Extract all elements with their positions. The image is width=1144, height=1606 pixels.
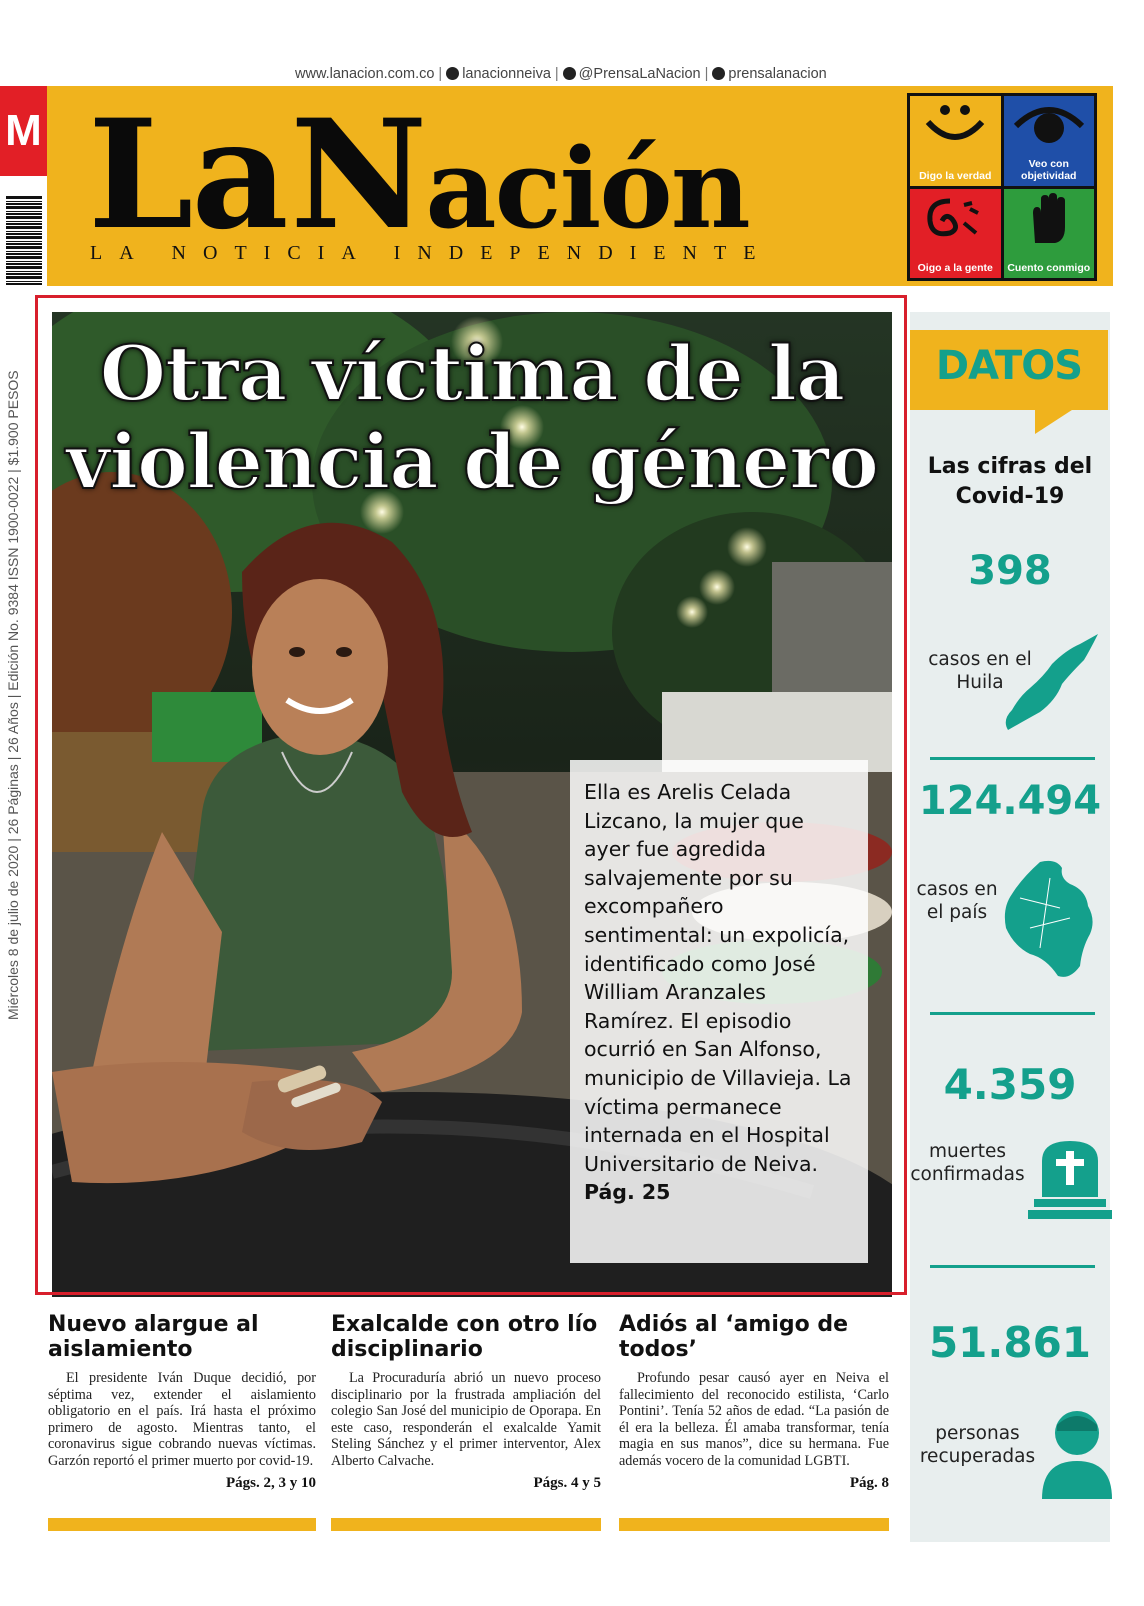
- value-count-on-me: [1004, 189, 1095, 279]
- logo-la: La: [88, 87, 287, 263]
- colombia-map-icon: [1000, 858, 1100, 983]
- story-title: Exalcalde con otro lío disciplinario: [331, 1312, 598, 1362]
- value-label: Digo la verdad: [919, 169, 992, 182]
- story-former-mayor[interactable]: [331, 1312, 601, 1492]
- story-underline: [619, 1518, 889, 1531]
- facebook-handle[interactable]: lanacionneiva: [462, 66, 551, 82]
- story-body: Profundo pesar causó ayer en Neiva el fallecimiento del reconocido estilista, ‘Carlo Pontini’. Tenía 52 años de edad. “La pasión de él era la belleza. Él amaba transformar, tenía magia en sus manos”, dice su hermana. Fue además vocero de la comunidad LGBTI.: [619, 1370, 889, 1469]
- twitter-icon: [563, 67, 576, 80]
- stat-deaths-value: 4.359: [943, 1060, 1077, 1109]
- datos-label: DATOS: [935, 343, 1083, 389]
- covid-heading: Las cifras del Covid-19: [927, 454, 1093, 509]
- main-headline[interactable]: [52, 330, 892, 506]
- stat-divider: [930, 1265, 1095, 1268]
- value-label: Oigo a la gente: [917, 262, 993, 274]
- huila-map-icon: [1000, 630, 1105, 735]
- story-title: Nuevo alargue al aislamiento: [48, 1312, 259, 1362]
- person-icon: [1040, 1405, 1115, 1500]
- stat-recovered-value: 51.861: [928, 1318, 1092, 1367]
- value-speak-truth: [910, 96, 1001, 186]
- stat-recovered-label: personas recuperadas: [919, 1423, 1036, 1467]
- photo-caption: [570, 760, 868, 1263]
- instagram-icon: [712, 67, 725, 80]
- logo-n: N: [290, 87, 426, 263]
- headline-line-1: Otra víctima de la: [99, 329, 845, 418]
- eye-icon: [1012, 100, 1086, 148]
- ear-icon: [920, 193, 990, 241]
- logo-acion: ación: [425, 124, 749, 253]
- story-pages[interactable]: Pág. 8: [849, 1474, 889, 1491]
- social-links-bar: www.lanacion.com.co | lanacionneiva | @PrensaLaNacion | prensalanacion: [295, 66, 827, 82]
- stat-huila-label: casos en el Huila: [928, 649, 1032, 693]
- stat-divider: [930, 1012, 1095, 1015]
- value-label: Cuento conmigo: [1007, 262, 1091, 274]
- values-grid: [907, 93, 1097, 281]
- facebook-icon: [446, 67, 459, 80]
- story-title: Adiós al ‘amigo de todos’: [619, 1312, 849, 1362]
- stat-huila-value: 398: [968, 548, 1052, 594]
- caption-page-ref[interactable]: Pág. 25: [584, 1180, 671, 1205]
- value-label: Veo con objetividad: [1021, 157, 1077, 182]
- stat-country-label: casos en el país: [916, 879, 998, 923]
- story-pages[interactable]: Págs. 4 y 5: [533, 1474, 601, 1491]
- story-body: El presidente Iván Duque decidió, por séptima vez, extender el aislamiento obligatorio en el país. Irá hasta el próximo primero de agosto. Mientras tanto, el coronavirus sigue cobrando nuevas víctimas. Garzón reportó el primer muerto por covid-19.: [48, 1370, 316, 1469]
- tombstone-icon: [1028, 1135, 1113, 1220]
- headline-line-2: violencia de género: [66, 417, 878, 506]
- value-listen: [910, 189, 1001, 279]
- stat-divider: [930, 757, 1095, 760]
- newspaper-logo[interactable]: [88, 87, 878, 263]
- smile-icon: [920, 100, 990, 148]
- story-pages[interactable]: Págs. 2, 3 y 10: [226, 1474, 316, 1491]
- story-body: La Procuraduría abrió un nuevo proceso disciplinario por la frustrada ampliación del colegio San José del municipio de Oporapa. En este caso, responderán el exalcalde Yamit Steling Sánchez y el primer interventor, Alex Alberto Calvache.: [331, 1370, 601, 1469]
- story-underline: [48, 1518, 316, 1531]
- twitter-handle[interactable]: @PrensaLaNacion: [578, 66, 701, 82]
- hand-icon: [1019, 193, 1079, 245]
- edition-info: Miércoles 8 de julio de 2020 | 26 Páginas | 26 Años | Edición No. 9384 ISSN 1900-0022 | $1.900 PESOS: [5, 370, 21, 1020]
- edition-badge: M: [0, 86, 47, 176]
- website-link[interactable]: www.lanacion.com.co: [295, 66, 435, 82]
- story-lockdown[interactable]: [48, 1312, 316, 1492]
- barcode: [6, 195, 42, 285]
- story-stylist-farewell[interactable]: [619, 1312, 889, 1492]
- masthead-tagline: LA NOTICIA INDEPENDIENTE: [90, 242, 773, 264]
- instagram-handle[interactable]: prensalanacion: [728, 66, 827, 82]
- value-objectivity: [1004, 96, 1095, 186]
- stat-country-value: 124.494: [918, 778, 1102, 824]
- stat-deaths-label: muertes confirmadas: [910, 1141, 1025, 1185]
- caption-text: Ella es Arelis Celada Lizcano, la mujer que ayer fue agredida salvajemente por su excompañero sentimental: un expolicía, identificado como José William Aranzales Ramírez. El episodio ocurrió en San Alfonso, municipio de Villavieja. La víctima permanece internada en el Hospital Universitario de Neiva.: [584, 780, 852, 1176]
- datos-tag-tail: [1035, 408, 1075, 434]
- story-underline: [331, 1518, 601, 1531]
